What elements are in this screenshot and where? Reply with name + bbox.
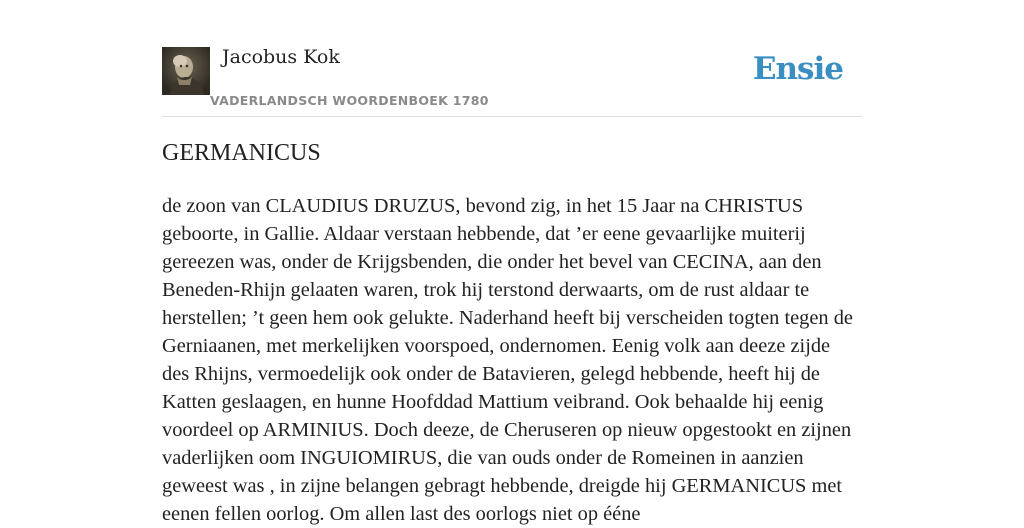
author-name[interactable]: Jacobus Kok (222, 46, 340, 68)
author-avatar[interactable] (162, 47, 210, 95)
page-title: GERMANICUS (162, 140, 321, 166)
article-body: de zoon van CLAUDIUS DRUZUS, bevond zig, in het 15 Jaar na CHRISTUS geboorte, in Gallie. Aldaar verstaan hebbende, dat ’er eene gevaarlijke muiterij gereezen was, onder de Krijgsbenden, die onder het bevel van CECINA, aan den Beneden-Rhijn gelaaten waren, trok hij terstond derwaarts, om de rust aldaar te herstellen; ’t geen hem ook gelukte. Naderhand heeft bij verscheiden togten tegen de Gerniaanen, met merkelijken voorspoed, ondernomen. Eenig volk aan deeze zijde des Rhijns, vermoedelijk ook onder de Batavieren, gelegd hebbende, heeft hij de Katten geslaagen, en hunne Hoofddad Mattium veibrand. Ook behaalde hij eenig voordeel op ARMINIUS. Doch deeze, de Cheruseren op nieuw opgestookt en zijnen vaderlijken oom INGUIOMIRUS, die van ouds onder de Romeinen in aanzien geweest was , in zijne belangen gebragt hebbende, dreigde hij GERMANICUS met eenen fellen oorlog. Om allen last des oorlogs niet op ééne (162, 195, 853, 525)
author-portrait-icon (162, 47, 210, 95)
article-header (162, 46, 862, 117)
source-label[interactable]: VADERLANDSCH WOORDENBOEK 1780 (210, 93, 489, 108)
brand-logo[interactable]: Ensie (752, 51, 843, 87)
